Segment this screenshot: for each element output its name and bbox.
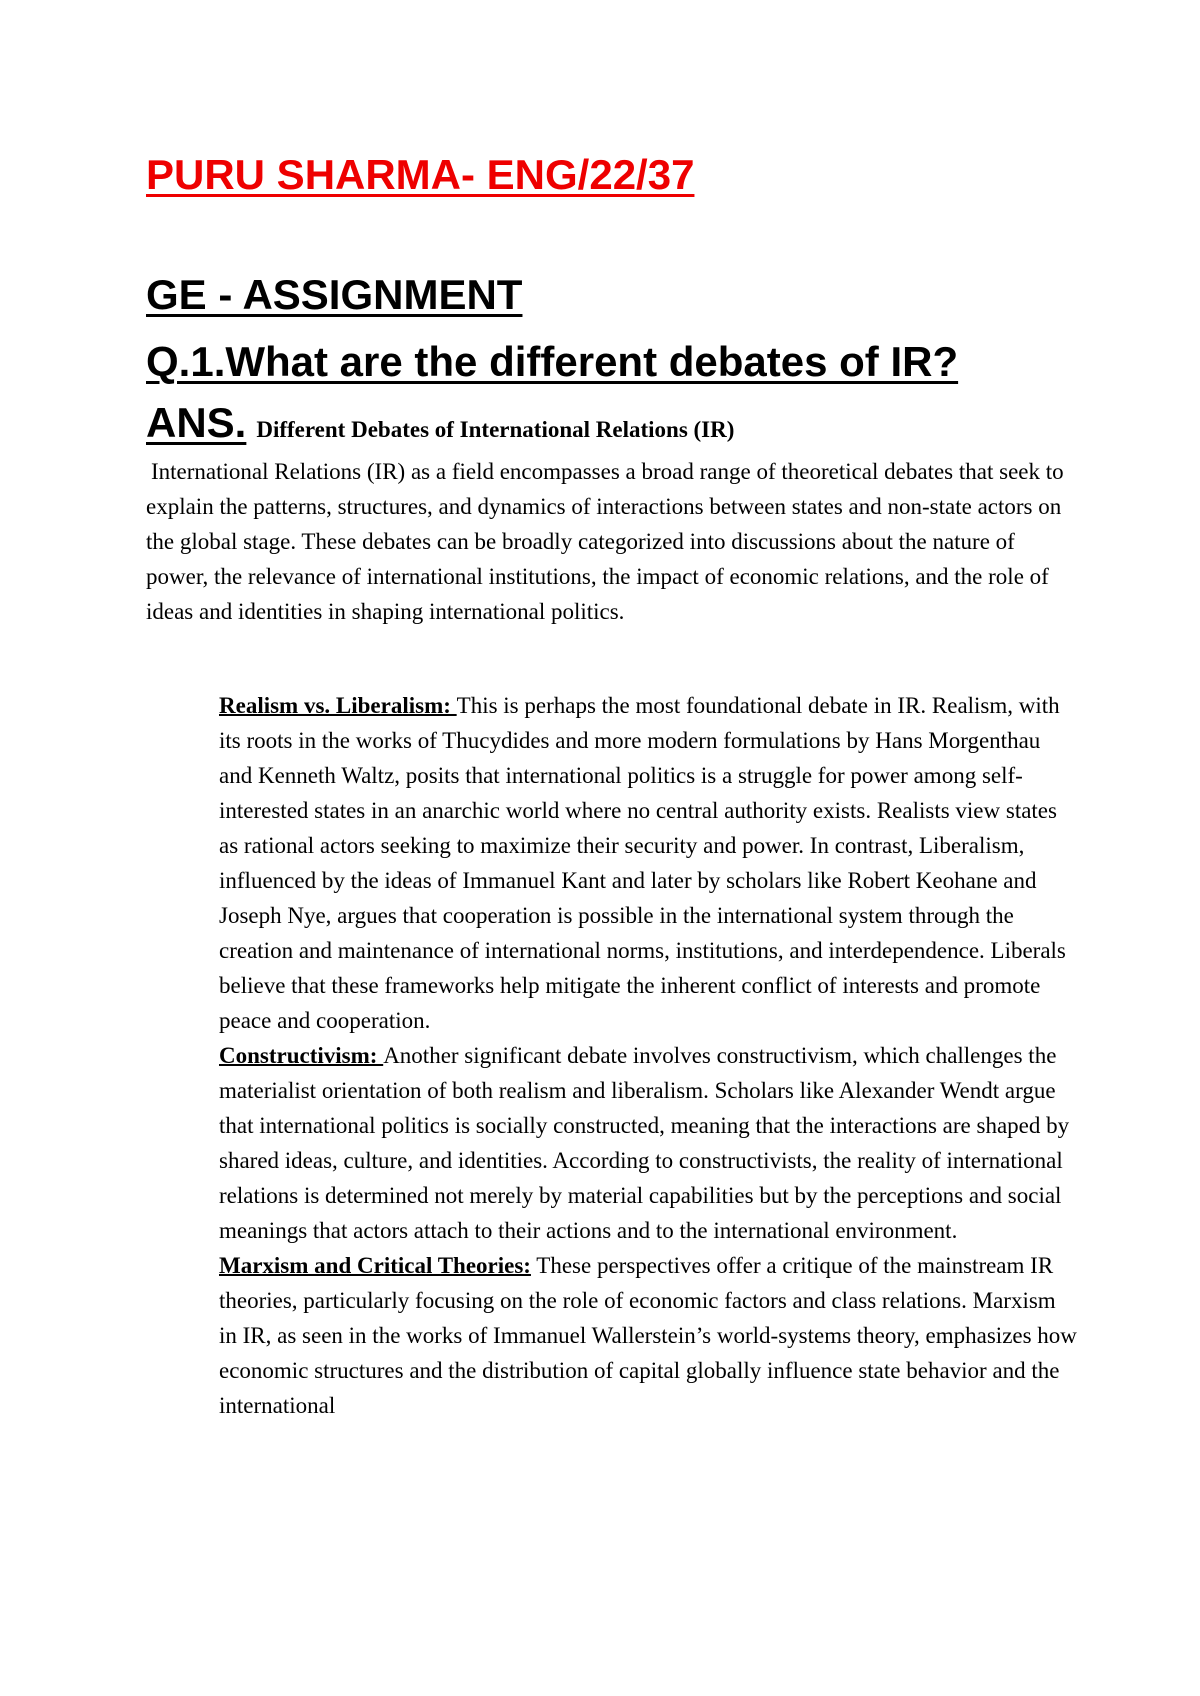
debate-label: Marxism and Critical Theories: <box>219 1253 531 1278</box>
answer-heading-line <box>146 398 734 458</box>
student-name-roll-number: PURU SHARMA- ENG/22/37 <box>146 151 695 198</box>
debate-constructivism <box>219 1038 1079 1248</box>
debate-marxism-critical <box>219 1248 1079 1423</box>
assignment-title: GE - ASSIGNMENT <box>146 271 523 318</box>
answer-label: ANS. <box>146 399 247 446</box>
debate-label: Constructivism: <box>219 1043 384 1068</box>
debate-label: Realism vs. Liberalism: <box>219 693 457 718</box>
intro-paragraph: International Relations (IR) as a field encompasses a broad range of theoretical debates that seek to explain the patterns, structures, and dynamics of interactions between states and non-state actors on the global stage. These debates can be broadly categorized into discussions about the nature of power, the relevance of international institutions, the impact of economic relations, and the role of ideas and identities in shaping international politics. <box>146 459 1064 624</box>
debate-text: This is perhaps the most foundational debate in IR. Realism, with its roots in the works of Thucydides and more modern formulations by Hans Morgenthau and Kenneth Waltz, posits that international politics is a struggle for power among self-interested states in an anarchic world where no central authority exists. Realists view states as rational actors seeking to maximize their security and power. In contrast, Liberalism, influenced by the ideas of Immanuel Kant and later by scholars like Robert Keohane and Joseph Nye, argues that cooperation is possible in the international system through the creation and maintenance of international norms, institutions, and interdependence. Liberals believe that these frameworks help mitigate the inherent conflict of interests and promote peace and cooperation. <box>219 693 1066 1033</box>
question-heading: Q.1.What are the different debates of IR? <box>146 338 959 385</box>
debate-text: Another significant debate involves constructivism, which challenges the materialist orientation of both realism and liberalism. Scholars like Alexander Wendt argue that international politics is socially constructed, meaning that the interactions are shaped by shared ideas, culture, and identities. According to constructivists, the reality of international relations is determined not merely by material capabilities but by the perceptions and social meanings that actors attach to their actions and to the international environment. <box>219 1043 1070 1243</box>
debate-realism-liberalism <box>219 688 1079 1038</box>
debate-text: These perspectives offer a critique of the mainstream IR theories, particularly focusing on the role of economic factors and class relations. Marxism in IR, as seen in the works of Immanuel Wallerstein’s world-systems theory, emphasizes how economic structures and the distribution of capital globally influence state behavior and the international <box>219 1253 1077 1418</box>
answer-heading: Different Debates of International Relations (IR) <box>256 417 735 442</box>
debates-list <box>219 688 1079 1423</box>
